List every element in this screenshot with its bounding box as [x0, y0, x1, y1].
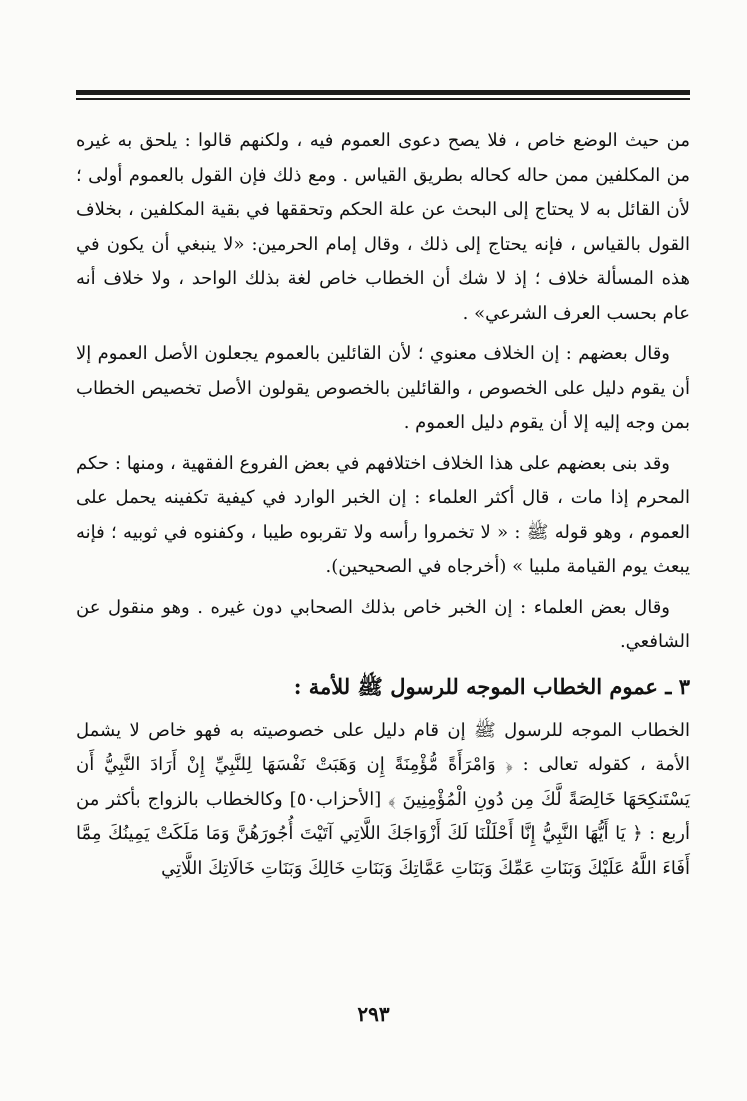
- page-number: ٢٩٣: [357, 1002, 390, 1026]
- paragraph-5: الخطاب الموجه للرسول ﷺ إن قام دليل على خصوصيته به فهو خاص لا يشمل الأمة ، كقوله تعالى : ﴿ وَامْرَأَةً مُّؤْمِنَةً إِن وَهَبَتْ نَفْسَهَا لِلنَّبِيِّ إِنْ أَرَادَ النَّبِيُّ أَن يَسْتَنكِحَهَا خَالِصَةً لَّكَ مِن دُونِ الْمُؤْمِنِينَ ﴾ [الأحزاب٥٠] وكالخطاب بالزواج بأكثر من أربع : ﴿ يَا أَيُّهَا النَّبِيُّ إِنَّا أَحْلَلْنَا لَكَ أَزْوَاجَكَ اللَّاتِي آتَيْتَ أُجُورَهُنَّ وَمَا مَلَكَتْ يَمِينُكَ مِمَّا أَفَاءَ اللَّهُ عَلَيْكَ وَبَنَاتِ عَمِّكَ وَبَنَاتِ عَمَّاتِكَ وَبَنَاتِ خَالِكَ وَبَنَاتِ خَالَاتِكَ اللَّاتِي: [76, 719, 690, 879]
- header-rule-thick: [76, 90, 690, 95]
- paragraph-1: من حيث الوضع خاص ، فلا يصح دعوى العموم فيه ، ولكنهم قالوا : يلحق به غيره من المكلفين ممن حاله كحاله بطريق القياس . ومع ذلك فإن القول بالعموم أولى ؛ لأن القائل به لا يحتاج إلى البحث عن علة الحكم وتحققها في بقية المكلفين ، بخلاف القول بالقياس ، فإنه يحتاج إلى ذلك ، وقال إمام الحرمين: «لا ينبغي أن يكون في هذه المسألة خلاف ؛ إذ لا شك أن الخطاب خاص لغة بذلك الواحد ، ولا خلاف أنه عام بحسب العرف الشرعي» .: [76, 130, 690, 324]
- page-body: [76, 124, 690, 886]
- paragraph-4: وقال بعض العلماء : إن الخبر خاص بذلك الصحابي دون غيره . وهو منقول عن الشافعي.: [76, 596, 690, 652]
- header-rule-thin: [76, 98, 690, 100]
- paragraph-2: وقال بعضهم : إن الخلاف معنوي ؛ لأن القائلين بالعموم يجعلون الأصل العموم إلا أن يقوم دليل على الخصوص ، والقائلين بالخصوص يقولون الأصل تخصيص الخطاب بمن وجه إليه إلا أن يقوم دليل العموم .: [76, 343, 690, 433]
- section-heading: ٣ ـ عموم الخطاب الموجه للرسول ﷺ للأمة :: [293, 673, 690, 699]
- paragraph-3: وقد بنى بعضهم على هذا الخلاف اختلافهم في بعض الفروع الفقهية ، ومنها : حكم المحرم إذا مات ، قال أكثر العلماء : إن الخبر الوارد في كيفية تكفينه يحمل على العموم ، وهو قوله ﷺ : « لا تخمروا رأسه ولا تقربوه طيبا ، وكفنوه في ثوبيه ؛ فإنه يبعث يوم القيامة ملبيا » (أخرجاه في الصحيحين).: [76, 452, 690, 577]
